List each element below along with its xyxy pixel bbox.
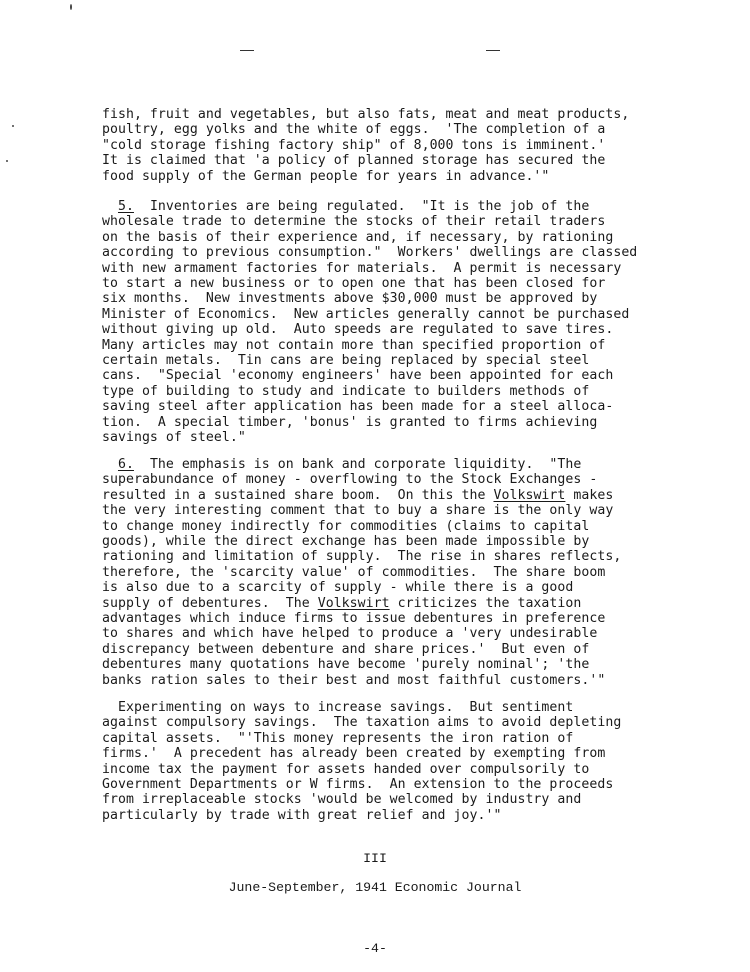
text-line: the very interesting comment that to buy a share is the only way [102, 503, 614, 519]
text-line: to start a new business or to open one that has been closed for [102, 276, 606, 292]
paragraph-number: 5. [117, 199, 134, 214]
text-line: Minister of Economics. New articles generally cannot be purchased [102, 306, 630, 322]
underlined-term: Volkswirt [317, 595, 390, 611]
text-line: supply of debentures. The Volkswirt criticizes the taxation [102, 595, 582, 611]
text-line: food supply of the German people for years in advance.'" [102, 168, 550, 184]
text-line: cans. "Special 'economy engineers' have been appointed for each [102, 368, 614, 384]
text-line: superabundance of money - overflowing to the Stock Exchanges - [102, 472, 598, 488]
text-line: particularly by trade with great relief and joy.'" [102, 807, 502, 823]
page-number: -4- [363, 941, 387, 956]
text-line: 5. Inventories are being regulated. "It is the job of the [117, 199, 590, 214]
text-line: resulted in a sustained share boom. On this the Volkswirt makes [102, 487, 614, 503]
text-line: Many articles may not contain more than specified proportion of [102, 337, 606, 353]
paragraph-6-liquidity [102, 457, 712, 688]
text-line: fish, fruit and vegetables, but also fats, meat and meat products, [102, 107, 630, 122]
header-mark-right [486, 50, 500, 51]
text-line: six months. New investments above $30,000 must be approved by [102, 291, 598, 307]
text-line: on the basis of their experience and, if necessary, by rationing [102, 229, 614, 245]
paragraph-food-storage [102, 107, 712, 184]
text-line: with new armament factories for materials. A permit is necessary [102, 260, 622, 276]
text-line: rationing and limitation of supply. The rise in shares reflects, [102, 549, 622, 565]
paragraph-savings [102, 700, 712, 823]
text-line: from irreplaceable stocks 'would be welcomed by industry and [102, 792, 582, 808]
text-line: type of building to study and indicate to builders methods of [102, 383, 590, 399]
paragraph-number: 6. [117, 457, 134, 472]
text-line: Experimenting on ways to increase savings. But sentiment [102, 700, 574, 715]
scan-speck [6, 160, 8, 162]
text-line: advantages which induce firms to issue debentures in preference [102, 611, 606, 627]
scan-speck [12, 125, 14, 127]
text-line: without giving up old. Auto speeds are regulated to save tires. [102, 322, 614, 338]
header-mark-left [240, 50, 254, 51]
text-line: banks ration sales to their best and most faithful customers.'" [102, 672, 606, 688]
text-line: wholesale trade to determine the stocks of their retail traders [102, 214, 606, 230]
text-line: discrepancy between debenture and share prices.' But even of [102, 641, 590, 657]
text-line: against compulsory savings. The taxation aims to avoid depleting [102, 715, 622, 731]
text-line: savings of steel." [102, 430, 246, 446]
text-line: to shares and which have helped to produce a 'very undesirable [102, 626, 598, 642]
text-line: to change money indirectly for commodities (claims to capital [102, 518, 590, 534]
text-line: goods), while the direct exchange has been made impossible by [102, 534, 590, 550]
text-line: firms.' A precedent has already been created by exempting from [102, 746, 606, 762]
text-line: 6. The emphasis is on bank and corporate liquidity. "The [117, 457, 582, 472]
journal-source-line: June-September, 1941 Economic Journal [228, 880, 522, 895]
text-line: saving steel after application has been made for a steel alloca- [102, 399, 614, 415]
text-line: according to previous consumption." Workers' dwellings are classed [102, 245, 638, 261]
text-line: poultry, egg yolks and the white of eggs. 'The completion of a [102, 122, 606, 138]
text-line: is also due to a scarcity of supply - while there is a good [102, 580, 574, 596]
text-line: therefore, the 'scarcity value' of commodities. The share boom [102, 564, 606, 580]
text-line: capital assets. "'This money represents the iron ration of [102, 730, 574, 746]
text-line: It is claimed that 'a policy of planned storage has secured the [102, 153, 606, 169]
text-line: certain metals. Tin cans are being replaced by special steel [102, 353, 590, 369]
text-line: income tax the payment for assets handed over compulsorily to [102, 761, 590, 777]
text-line: debentures many quotations have become 'purely nominal'; 'the [102, 657, 590, 673]
text-line: Government Departments or W firms. An extension to the proceeds [102, 777, 614, 793]
scan-speck [70, 4, 72, 10]
text-line: tion. A special timber, 'bonus' is granted to firms achieving [102, 414, 598, 430]
underlined-term: Volkswirt [493, 487, 566, 503]
paragraph-5-inventories [102, 199, 712, 446]
text-line: "cold storage fishing factory ship" of 8,000 tons is imminent.' [102, 137, 606, 153]
section-heading: III [363, 851, 387, 866]
